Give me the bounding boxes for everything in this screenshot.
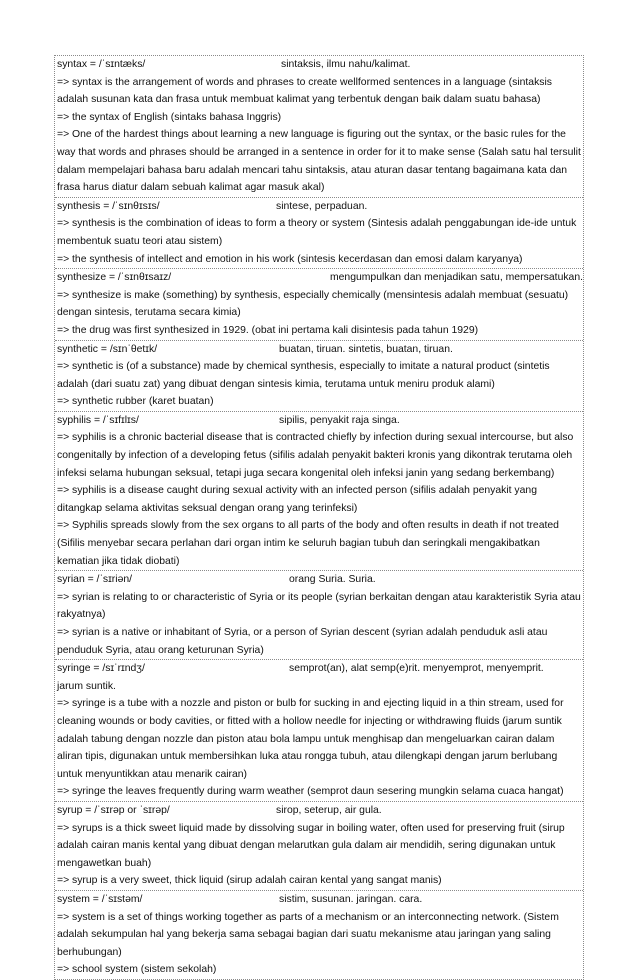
example-line: => syrian is a native or inhabitant of Syria, or a person of Syrian descent (syrian adalah penduduk asli atau penduduk Syria, atau orang keturunan Syria)	[57, 627, 548, 656]
headword-meaning: mengumpulkan dan menjadikan satu, mempersatukan.	[330, 272, 583, 284]
headword-meaning: sirop, seterup, air gula.	[276, 804, 382, 816]
example-line: => synthesis is the combination of ideas to form a theory or system (Sintesis adalah penggabungan ide-ide untuk membentuk suatu teori atau sistem)	[57, 218, 577, 247]
example-line: => synthetic is (of a substance) made by chemical synthesis, especially to imitate a natural product (sintetis adalah (dari suatu zat) yang dibuat dengan sintesis kimia, terutama untuk meniru produk alami)	[57, 361, 550, 390]
example-line: => the drug was first synthesized in 1929. (obat ini pertama kali disintesis pada tahun 1929)	[57, 324, 479, 336]
glossary-entry	[55, 411, 583, 570]
entry-header	[57, 412, 581, 430]
example-line: => syrups is a thick sweet liquid made by dissolving sugar in boiling water, often used for preserving fruit (sirup adalah cairan manis kental yang dibuat dengan melarutkan gula dalam air mendidih, sering digunakan untuk mengawetkan buah)	[57, 822, 565, 869]
glossary-entry	[55, 268, 583, 339]
headword-meaning: buatan, tiruan. sintetis, buatan, tiruan.	[279, 343, 453, 355]
glossary-entry	[55, 890, 583, 979]
example-line: => synthetic rubber (karet buatan)	[57, 396, 214, 408]
example-line: => synthesize is make (something) by synthesis, especially chemically (mensintesis adalah membuat (sesuatu) dengan sintesis, terutama secara kimia)	[57, 289, 569, 319]
example-line: => the synthesis of intellect and emotion in his work (sintesis kecerdasan dan emosi dalam karyanya)	[57, 253, 523, 265]
example-line: => syrup is a very sweet, thick liquid (sirup adalah cairan kental yang sangat manis)	[57, 875, 442, 887]
entry-header	[57, 56, 581, 74]
example-line: => syphilis is a disease caught during sexual activity with an infected person (sifilis adalah penyakit yang ditangkap selama aktivitas seksual dengan orang yang terinfeksi)	[57, 485, 537, 514]
example-line: => syphilis is a chronic bacterial disease that is contracted chiefly by infection during sexual intercourse, but also congenitally by infection of a developing fetus (sifilis adalah penyakit bakteri kronis yang dikontrak terutama oleh infeksi selama hubungan seksual, tetapi juga secara kongenital oleh infeksi janin yang sedang berkembang)	[57, 432, 574, 479]
example-line: => school system (sistem sekolah)	[57, 964, 217, 976]
glossary-page	[54, 55, 584, 980]
entry-header	[57, 269, 581, 287]
example-line: => syringe the leaves frequently during warm weather (semprot daun sesering mungkin selama cuaca hangat)	[57, 786, 564, 798]
entry-header	[57, 341, 581, 359]
glossary-entry	[55, 340, 583, 411]
entry-header	[57, 571, 581, 589]
example-line: => syrian is relating to or characteristic of Syria or its people (syrian berkaitan dengan atau karakteristik Syria atau rakyatnya)	[57, 591, 581, 621]
glossary-entry	[55, 570, 583, 659]
example-line: => syntax is the arrangement of words and phrases to create wellformed sentences in a language (sintaksis adalah susunan kata dan frasa untuk membuat kalimat yang terbentuk dengan baik dalam suatu bahasa)	[57, 76, 552, 106]
headword: syntax = /ˈsɪntæks/	[57, 59, 146, 70]
headword: syphilis = /ˈsɪfɪlɪs/	[57, 414, 139, 426]
headword: synthetic = /sɪnˈθetɪk/	[57, 343, 158, 355]
example-line: => the syntax of English (sintaks bahasa Inggris)	[57, 111, 282, 123]
headword-meaning: semprot(an), alat semp(e)rit. menyemprot, menyemprit.	[289, 663, 544, 675]
headword: syrian = /ˈsɪriən/	[57, 574, 133, 586]
headword: synthesize = /ˈsɪnθɪsaɪz/	[57, 272, 172, 284]
example-line: => syringe is a tube with a nozzle and piston or bulb for sucking in and ejecting liquid in a thin stream, used for cleaning wounds or body cavities, or fitted with a hollow needle for injecting or withdrawing fluids (jarum suntik adalah tabung dengan nozzle dan piston atau bola lampu untuk menghisap dan mengeluarkan cairan dalam aliran tipis, digunakan untuk membersihkan luka atau rongga tubuh, atau dilengkapi dengan jarum berlubang untuk menyuntikkan atau menarik cairan)	[57, 698, 564, 780]
example-line: => system is a set of things working together as parts of a mechanism or an interconnecting network. (Sistem adalah sekumpulan hal yang bekerja sama sebagai bagian dari suatu mekanisme atau jaringan yang saling berhubungan)	[57, 911, 559, 958]
headword-meaning: sistim, susunan. jaringan. cara.	[279, 893, 423, 905]
example-line: => One of the hardest things about learning a new language is figuring out the syntax, or the basic rules for the way that words and phrases should be arranged in a sentence in order for it to make sense (Salah satu hal tersulit dalam mempelajari bahasa baru adalah mencari tahu sintaksis, atau aturan dasar tentang bagaimana kata dan frasa harus diatur dalam sebuah kalimat agar masuk akal)	[57, 129, 581, 194]
entry-header	[57, 198, 581, 216]
entry-header	[57, 802, 581, 820]
example-line: => Syphilis spreads slowly from the sex organs to all parts of the body and often results in death if not treated (Sifilis menyebar secara perlahan dari organ intim ke seluruh bagian tubuh dan seringkali mengakibatkan kematian jika tidak diobati)	[57, 520, 559, 567]
entry-header	[57, 660, 581, 678]
glossary-entry	[55, 659, 583, 801]
headword: synthesis = /ˈsɪnθɪsɪs/	[57, 200, 160, 212]
headword: syrup = /ˈsɪrəp or ˈsɪrəp/	[57, 804, 170, 816]
glossary-entry	[55, 197, 583, 268]
headword-meaning: orang Suria. Suria.	[289, 574, 376, 586]
glossary-entry	[55, 56, 583, 197]
headword-meaning: sintaksis, ilmu nahu/kalimat.	[281, 59, 411, 70]
example-line: jarum suntik.	[57, 680, 116, 692]
headword-meaning: sintese, perpaduan.	[276, 200, 368, 212]
glossary-entry	[55, 801, 583, 890]
headword-meaning: sipilis, penyakit raja singa.	[279, 414, 400, 426]
entry-header	[57, 891, 581, 909]
headword: syringe = /sɪˈrɪndʒ/	[57, 663, 145, 675]
headword: system = /ˈsɪstəm/	[57, 893, 143, 905]
